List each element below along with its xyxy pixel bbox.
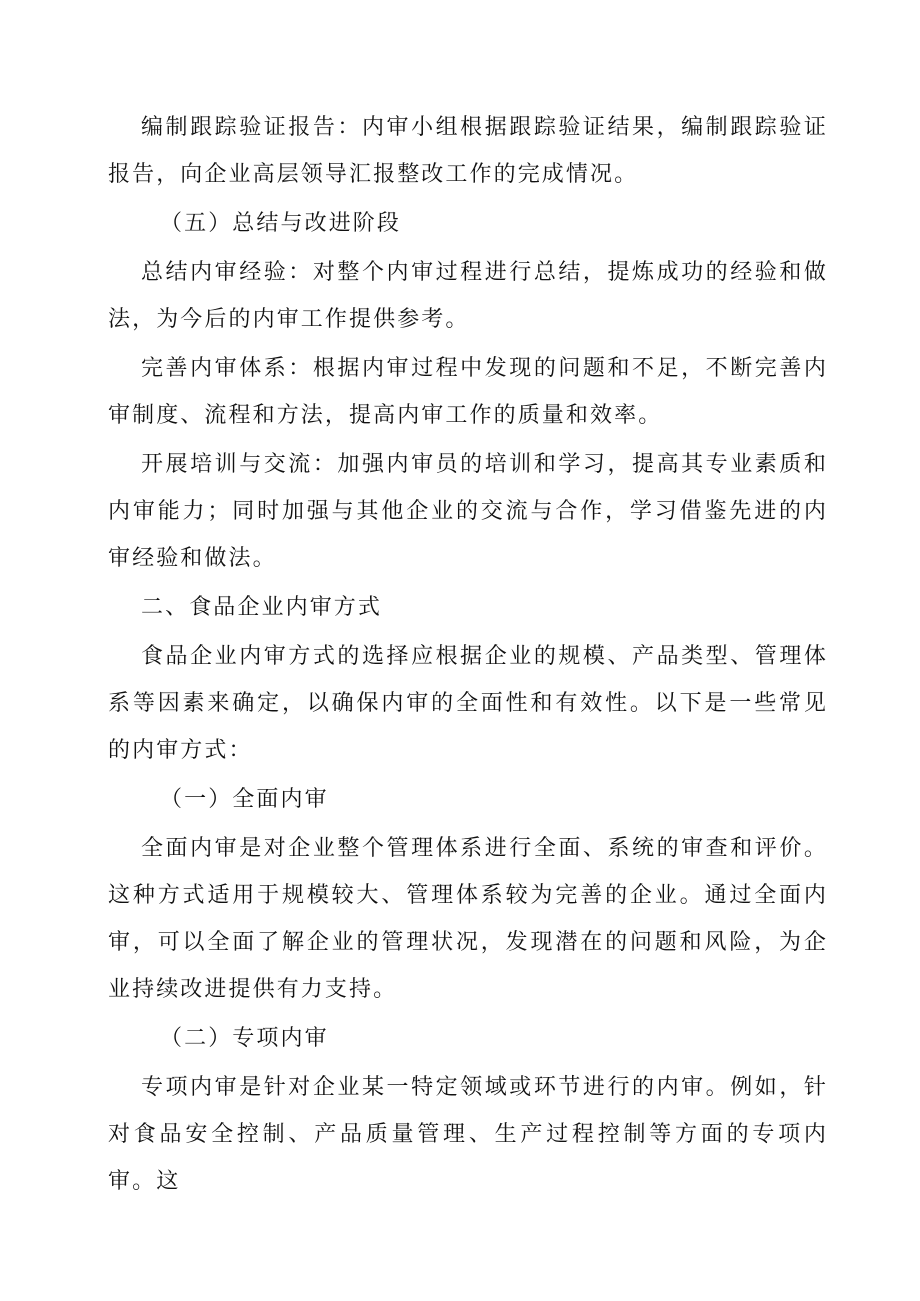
- paragraph-full-audit: 全面内审是对企业整个管理体系进行全面、系统的审查和评价。这种方式适用于规模较大、管理体系较为完善的企业。通过全面内审，可以全面了解企业的管理状况，发现潜在的问题和风险，为企业持续改进提供有力支持。: [108, 836, 828, 1002]
- paragraph-special-audit: 专项内审是针对企业某一特定领域或环节进行的内审。例如，针对食品安全控制、产品质量管理、生产过程控制等方面的专项内审。这: [108, 1075, 828, 1194]
- section-heading-summary-improvement: （五）总结与改进阶段: [160, 211, 402, 236]
- section-heading-full-audit: （一）全面内审: [160, 787, 329, 812]
- document-body: [108, 104, 828, 1207]
- paragraph-improve-system: 完善内审体系：根据内审过程中发现的问题和不足，不断完善内审制度、流程和方法，提高内审工作的质量和效率。: [108, 356, 828, 428]
- paragraph-methods-intro: 食品企业内审方式的选择应根据企业的规模、产品类型、管理体系等因素来确定，以确保内审的全面性和有效性。以下是一些常见的内审方式：: [108, 644, 828, 763]
- paragraph-tracking-report: 编制跟踪验证报告：内审小组根据跟踪验证结果，编制跟踪验证报告，向企业高层领导汇报整改工作的完成情况。: [108, 115, 828, 187]
- section-heading-audit-methods: 二、食品企业内审方式: [141, 595, 383, 620]
- section-heading-special-audit: （二）专项内审: [160, 1026, 329, 1051]
- paragraph-training-exchange: 开展培训与交流：加强内审员的培训和学习，提高其专业素质和内审能力；同时加强与其他企业的交流与合作，学习借鉴先进的内审经验和做法。: [108, 452, 828, 571]
- paragraph-summarize-experience: 总结内审经验：对整个内审过程进行总结，提炼成功的经验和做法，为今后的内审工作提供参考。: [108, 260, 828, 332]
